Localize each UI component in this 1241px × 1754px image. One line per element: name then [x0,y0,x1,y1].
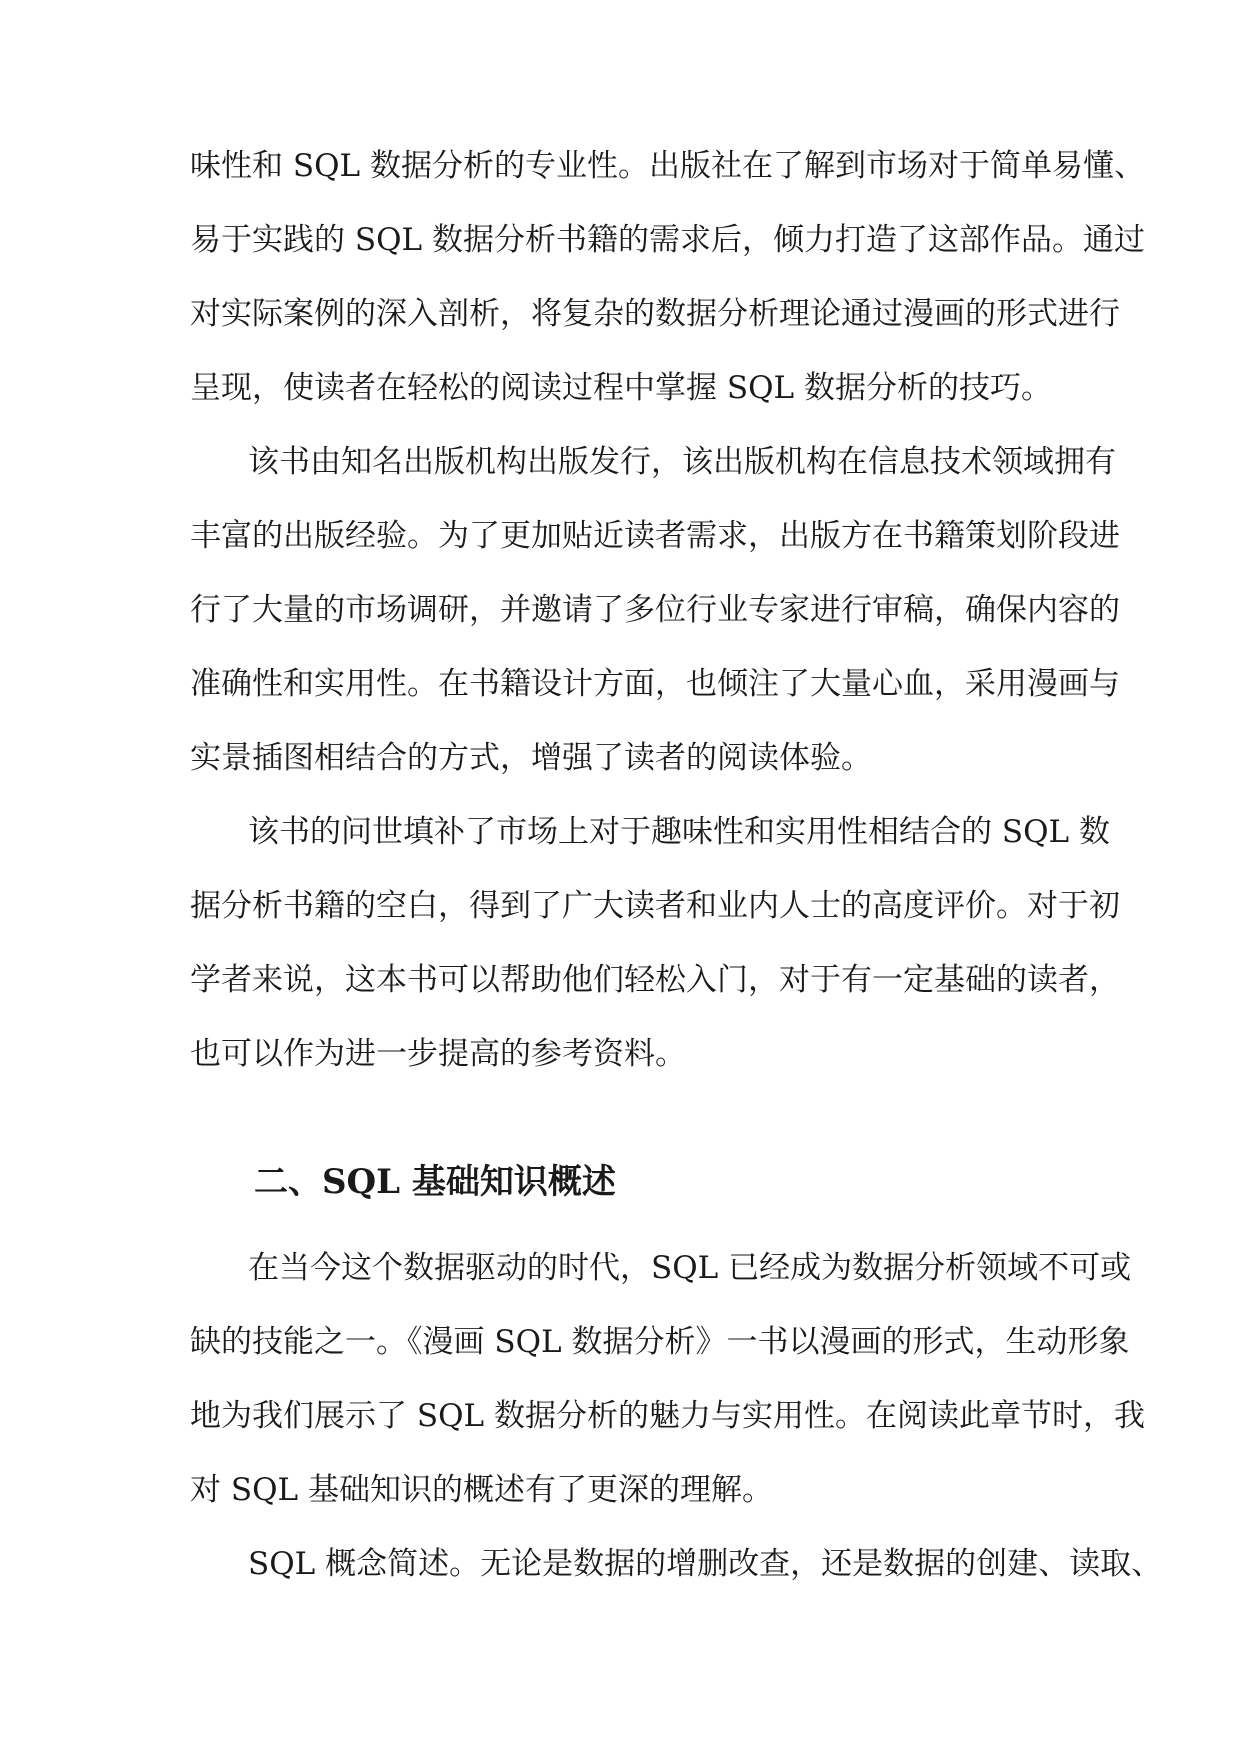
paragraph-2-line-1: 该书由知名出版机构出版发行，该出版机构在信息技术领域拥有 [248,444,1116,480]
paragraph-2-line-2: 丰富的出版经验。为了更加贴近读者需求，出版方在书籍策划阶段进 [190,518,1120,554]
paragraph-1-line-4: 呈现，使读者在轻松的阅读过程中掌握 SQL 数据分析的技巧。 [190,370,1052,406]
paragraph-4-line-3: 地为我们展示了 SQL 数据分析的魅力与实用性。在阅读此章节时，我 [190,1398,1145,1434]
paragraph-1-line-3: 对实际案例的深入剖析，将复杂的数据分析理论通过漫画的形式进行 [190,296,1120,332]
paragraph-1-line-2: 易于实践的 SQL 数据分析书籍的需求后，倾力打造了这部作品。通过 [190,222,1145,258]
paragraph-5-line-1: SQL 概念简述。无论是数据的增删改查，还是数据的创建、读取、 [248,1546,1163,1582]
section-heading: 二、SQL 基础知识概述 [254,1162,616,1202]
paragraph-4-line-4: 对 SQL 基础知识的概述有了更深的理解。 [190,1472,773,1508]
paragraph-3-line-1: 该书的问世填补了市场上对于趣味性和实用性相结合的 SQL 数 [248,814,1110,850]
paragraph-3-line-3: 学者来说，这本书可以帮助他们轻松入门，对于有一定基础的读者， [190,962,1120,998]
paragraph-2-line-3: 行了大量的市场调研，并邀请了多位行业专家进行审稿，确保内容的 [190,592,1120,628]
paragraph-2-line-5: 实景插图相结合的方式，增强了读者的阅读体验。 [190,740,872,776]
paragraph-3-line-2: 据分析书籍的空白，得到了广大读者和业内人士的高度评价。对于初 [190,888,1120,924]
paragraph-3-line-4: 也可以作为进一步提高的参考资料。 [190,1036,686,1072]
paragraph-4-line-1: 在当今这个数据驱动的时代，SQL 已经成为数据分析领域不可或 [248,1250,1132,1286]
paragraph-1-line-1: 味性和 SQL 数据分析的专业性。出版社在了解到市场对于简单易懂、 [190,148,1145,184]
paragraph-4-line-2: 缺的技能之一。《漫画 SQL 数据分析》一书以漫画的形式，生动形象 [190,1324,1130,1360]
paragraph-2-line-4: 准确性和实用性。在书籍设计方面，也倾注了大量心血，采用漫画与 [190,666,1120,702]
